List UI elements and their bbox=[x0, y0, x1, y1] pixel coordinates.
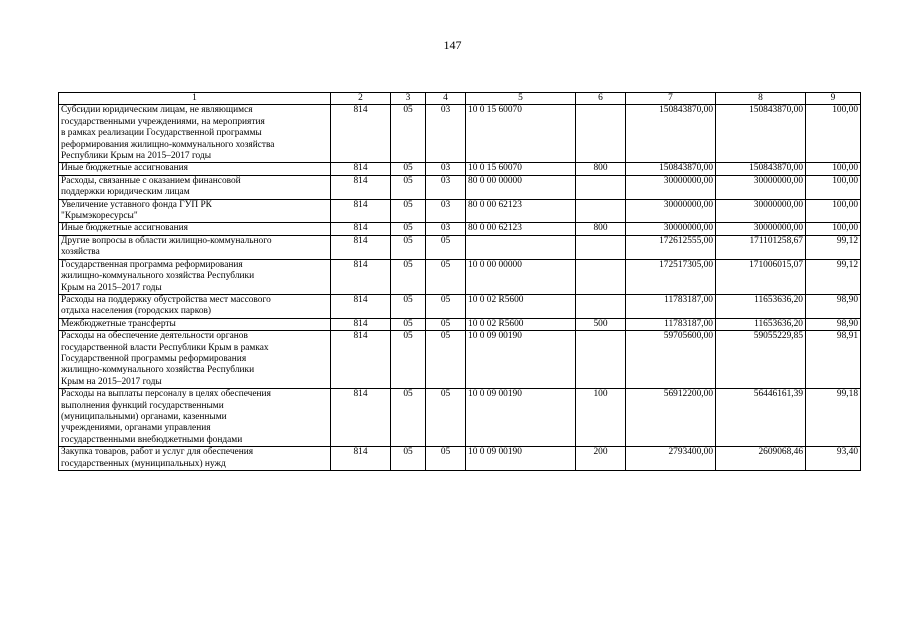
table-row bbox=[59, 318, 861, 330]
header-cell: 9 bbox=[806, 93, 861, 105]
actual-amount-cell: 59055229,85 bbox=[716, 331, 806, 389]
gov-code-cell: 814 bbox=[331, 294, 391, 318]
description-line: государственных (муниципальных) нужд bbox=[61, 458, 226, 469]
percent-cell: 100,00 bbox=[806, 163, 861, 175]
planned-amount-cell: 172612555,00 bbox=[626, 235, 716, 259]
budget-table bbox=[58, 92, 861, 471]
row-description bbox=[59, 447, 331, 471]
planned-amount-cell: 56912200,00 bbox=[626, 389, 716, 447]
description-line: Иные бюджетные ассигнования bbox=[61, 223, 188, 234]
actual-amount-cell: 150843870,00 bbox=[716, 163, 806, 175]
description-line: государственной власти Республики Крым в рамках bbox=[61, 342, 269, 353]
row-description bbox=[59, 294, 331, 318]
description-line: отдыха населения (городских парков) bbox=[61, 306, 212, 317]
actual-amount-cell: 150843870,00 bbox=[716, 105, 806, 163]
actual-amount-cell: 11653636,20 bbox=[716, 318, 806, 330]
subsection-cell: 05 bbox=[426, 331, 466, 389]
table-row bbox=[59, 294, 861, 318]
table-row bbox=[59, 235, 861, 259]
expense-type-cell bbox=[576, 175, 626, 199]
row-description bbox=[59, 223, 331, 235]
actual-amount-cell: 30000000,00 bbox=[716, 223, 806, 235]
description-line: Увеличение уставного фонда ГУП РК bbox=[61, 199, 212, 210]
expense-type-cell bbox=[576, 235, 626, 259]
description-line: Субсидии юридическим лицам, не являющимся bbox=[61, 105, 253, 116]
table-row bbox=[59, 389, 861, 447]
section-cell: 05 bbox=[391, 318, 426, 330]
description-line: Государственной программы реформирования bbox=[61, 353, 247, 364]
row-description bbox=[59, 175, 331, 199]
table-row bbox=[59, 447, 861, 471]
actual-amount-cell: 30000000,00 bbox=[716, 175, 806, 199]
section-cell: 05 bbox=[391, 175, 426, 199]
description-line: государственными учреждениями, на мероприятия bbox=[61, 116, 265, 127]
description-line: Крым на 2015–2017 годы bbox=[61, 282, 162, 293]
description-line: Крым на 2015–2017 годы bbox=[61, 376, 162, 387]
target-article-cell: 10 0 02 R5600 bbox=[466, 318, 576, 330]
row-description bbox=[59, 259, 331, 294]
gov-code-cell: 814 bbox=[331, 389, 391, 447]
section-cell: 05 bbox=[391, 294, 426, 318]
description-line: поддержки юридическим лицам bbox=[61, 187, 190, 198]
table-row bbox=[59, 199, 861, 223]
percent-cell: 100,00 bbox=[806, 105, 861, 163]
description-line: реформирования жилищно-коммунального хозяйства bbox=[61, 139, 275, 150]
gov-code-cell: 814 bbox=[331, 175, 391, 199]
subsection-cell: 03 bbox=[426, 223, 466, 235]
header-cell: 7 bbox=[626, 93, 716, 105]
expense-type-cell bbox=[576, 331, 626, 389]
section-cell: 05 bbox=[391, 199, 426, 223]
planned-amount-cell: 59705600,00 bbox=[626, 331, 716, 389]
actual-amount-cell: 11653636,20 bbox=[716, 294, 806, 318]
description-line: Иные бюджетные ассигнования bbox=[61, 163, 188, 174]
row-description bbox=[59, 389, 331, 447]
gov-code-cell: 814 bbox=[331, 105, 391, 163]
percent-cell: 99,18 bbox=[806, 389, 861, 447]
description-line: государственными внебюджетными фондами bbox=[61, 434, 243, 445]
row-description bbox=[59, 235, 331, 259]
section-cell: 05 bbox=[391, 447, 426, 471]
description-line: жилищно-коммунального хозяйства Республики bbox=[61, 271, 255, 282]
section-cell: 05 bbox=[391, 223, 426, 235]
expense-type-cell: 800 bbox=[576, 163, 626, 175]
planned-amount-cell: 2793400,00 bbox=[626, 447, 716, 471]
gov-code-cell: 814 bbox=[331, 199, 391, 223]
section-cell: 05 bbox=[391, 235, 426, 259]
target-article-cell: 80 0 00 00000 bbox=[466, 175, 576, 199]
percent-cell: 99,12 bbox=[806, 259, 861, 294]
table-row bbox=[59, 259, 861, 294]
table-row bbox=[59, 163, 861, 175]
percent-cell: 99,12 bbox=[806, 235, 861, 259]
expense-type-cell bbox=[576, 105, 626, 163]
header-cell: 4 bbox=[426, 93, 466, 105]
subsection-cell: 05 bbox=[426, 447, 466, 471]
page-number: 147 bbox=[443, 38, 462, 52]
actual-amount-cell: 171006015,07 bbox=[716, 259, 806, 294]
target-article-cell: 80 0 00 62123 bbox=[466, 199, 576, 223]
percent-cell: 100,00 bbox=[806, 175, 861, 199]
header-cell: 3 bbox=[391, 93, 426, 105]
planned-amount-cell: 30000000,00 bbox=[626, 175, 716, 199]
planned-amount-cell: 11783187,00 bbox=[626, 318, 716, 330]
actual-amount-cell: 171101258,67 bbox=[716, 235, 806, 259]
description-line: хозяйства bbox=[61, 247, 100, 258]
percent-cell: 98,90 bbox=[806, 318, 861, 330]
planned-amount-cell: 150843870,00 bbox=[626, 105, 716, 163]
description-line: Расходы на обеспечение деятельности органов bbox=[61, 331, 248, 342]
row-description bbox=[59, 331, 331, 389]
target-article-cell: 10 0 09 00190 bbox=[466, 389, 576, 447]
subsection-cell: 05 bbox=[426, 294, 466, 318]
gov-code-cell: 814 bbox=[331, 318, 391, 330]
actual-amount-cell: 56446161,39 bbox=[716, 389, 806, 447]
planned-amount-cell: 30000000,00 bbox=[626, 223, 716, 235]
subsection-cell: 05 bbox=[426, 235, 466, 259]
target-article-cell: 10 0 09 00190 bbox=[466, 447, 576, 471]
table-row bbox=[59, 331, 861, 389]
percent-cell: 100,00 bbox=[806, 199, 861, 223]
planned-amount-cell: 11783187,00 bbox=[626, 294, 716, 318]
planned-amount-cell: 30000000,00 bbox=[626, 199, 716, 223]
section-cell: 05 bbox=[391, 259, 426, 294]
gov-code-cell: 814 bbox=[331, 259, 391, 294]
expense-type-cell bbox=[576, 294, 626, 318]
row-description bbox=[59, 163, 331, 175]
percent-cell: 98,90 bbox=[806, 294, 861, 318]
percent-cell: 100,00 bbox=[806, 223, 861, 235]
gov-code-cell: 814 bbox=[331, 163, 391, 175]
description-line: Расходы, связанные с оказанием финансовой bbox=[61, 175, 241, 186]
description-line: жилищно-коммунального хозяйства Республики bbox=[61, 365, 255, 376]
actual-amount-cell: 30000000,00 bbox=[716, 199, 806, 223]
subsection-cell: 05 bbox=[426, 389, 466, 447]
subsection-cell: 03 bbox=[426, 199, 466, 223]
description-line: учреждениями, органами управления bbox=[61, 423, 211, 434]
subsection-cell: 03 bbox=[426, 163, 466, 175]
row-description bbox=[59, 318, 331, 330]
table-row bbox=[59, 105, 861, 163]
header-cell: 8 bbox=[716, 93, 806, 105]
header-cell: 1 bbox=[59, 93, 331, 105]
expense-type-cell: 200 bbox=[576, 447, 626, 471]
header-cell: 6 bbox=[576, 93, 626, 105]
description-line: Расходы на поддержку обустройства мест массового bbox=[61, 294, 271, 305]
subsection-cell: 03 bbox=[426, 175, 466, 199]
table-row bbox=[59, 223, 861, 235]
row-description bbox=[59, 105, 331, 163]
planned-amount-cell: 172517305,00 bbox=[626, 259, 716, 294]
description-line: "Крымэкоресурсы" bbox=[61, 211, 138, 222]
subsection-cell: 03 bbox=[426, 105, 466, 163]
target-article-cell: 10 0 15 60070 bbox=[466, 163, 576, 175]
description-line: выполнения функций государственными bbox=[61, 400, 224, 411]
expense-type-cell bbox=[576, 259, 626, 294]
expense-type-cell: 800 bbox=[576, 223, 626, 235]
expense-type-cell: 100 bbox=[576, 389, 626, 447]
description-line: Республики Крым на 2015–2017 годы bbox=[61, 151, 212, 162]
section-cell: 05 bbox=[391, 163, 426, 175]
target-article-cell: 10 0 09 00190 bbox=[466, 331, 576, 389]
description-line: Межбюджетные трансферты bbox=[61, 318, 176, 329]
planned-amount-cell: 150843870,00 bbox=[626, 163, 716, 175]
section-cell: 05 bbox=[391, 331, 426, 389]
header-cell: 5 bbox=[466, 93, 576, 105]
subsection-cell: 05 bbox=[426, 318, 466, 330]
header-row bbox=[59, 93, 861, 105]
gov-code-cell: 814 bbox=[331, 447, 391, 471]
description-line: Закупка товаров, работ и услуг для обеспечения bbox=[61, 447, 254, 458]
percent-cell: 93,40 bbox=[806, 447, 861, 471]
target-article-cell: 80 0 00 62123 bbox=[466, 223, 576, 235]
section-cell: 05 bbox=[391, 105, 426, 163]
target-article-cell bbox=[466, 235, 576, 259]
gov-code-cell: 814 bbox=[331, 331, 391, 389]
description-line: Расходы на выплаты персоналу в целях обеспечения bbox=[61, 389, 271, 400]
percent-cell: 98,91 bbox=[806, 331, 861, 389]
target-article-cell: 10 0 02 R5600 bbox=[466, 294, 576, 318]
description-line: Другие вопросы в области жилищно-коммунального bbox=[61, 235, 272, 246]
actual-amount-cell: 2609068,46 bbox=[716, 447, 806, 471]
table-row bbox=[59, 175, 861, 199]
header-cell: 2 bbox=[331, 93, 391, 105]
target-article-cell: 10 0 00 00000 bbox=[466, 259, 576, 294]
section-cell: 05 bbox=[391, 389, 426, 447]
description-line: в рамках реализации Государственной программы bbox=[61, 128, 262, 139]
expense-type-cell: 500 bbox=[576, 318, 626, 330]
expense-type-cell bbox=[576, 199, 626, 223]
description-line: Государственная программа реформирования bbox=[61, 259, 243, 270]
gov-code-cell: 814 bbox=[331, 235, 391, 259]
description-line: (муниципальными) органами, казенными bbox=[61, 411, 227, 422]
gov-code-cell: 814 bbox=[331, 223, 391, 235]
target-article-cell: 10 0 15 60070 bbox=[466, 105, 576, 163]
subsection-cell: 05 bbox=[426, 259, 466, 294]
row-description bbox=[59, 199, 331, 223]
